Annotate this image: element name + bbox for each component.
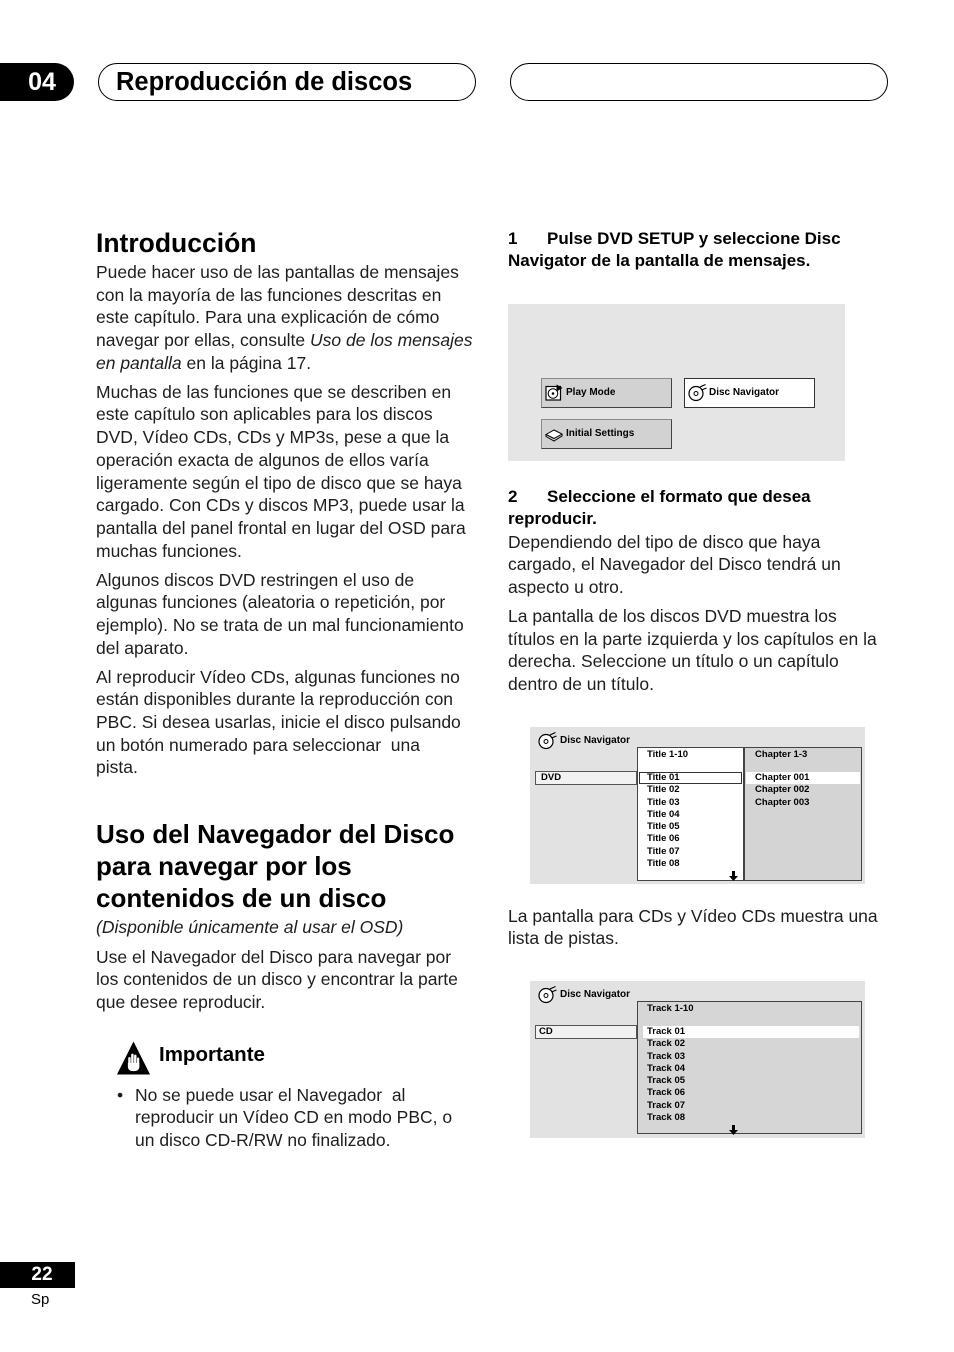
step-number: 1 xyxy=(508,228,518,248)
disc-navigator-menu-button xyxy=(684,378,815,408)
text-line: Navigator de la pantalla de mensajes. xyxy=(508,251,811,271)
chapter-item: Chapter 002 xyxy=(755,784,810,796)
titles-column xyxy=(637,747,744,881)
intro-body xyxy=(96,261,486,785)
step-2-paragraph-2 xyxy=(508,605,928,696)
intro-paragraph-3 xyxy=(96,569,486,660)
availability-note: (Disponible únicamente al usar el OSD) xyxy=(96,916,404,937)
setup-menu-screen xyxy=(508,304,845,461)
track-item: Track 03 xyxy=(647,1050,686,1062)
chapter-number-tab: 04 xyxy=(0,63,74,101)
intro-heading: Introducción xyxy=(96,228,257,258)
language-code: Sp xyxy=(31,1291,50,1308)
scroll-down-arrow-icon xyxy=(729,868,738,878)
title-item: Title 08 xyxy=(647,858,680,870)
titles-list xyxy=(638,772,743,870)
disc-navigator-icon xyxy=(537,985,557,1005)
text-segment: navegar por ellas, consulte xyxy=(96,330,311,351)
important-note xyxy=(135,1084,495,1152)
text-line: Uso del Navegador del Disco xyxy=(96,819,455,849)
title-item: Title 03 xyxy=(647,796,680,808)
track-item: Track 07 xyxy=(647,1099,686,1111)
step-2-paragraph-1 xyxy=(508,531,928,599)
text-line: Use el Navegador del Disco para navegar por xyxy=(96,946,452,967)
disc-navigator-icon xyxy=(687,383,707,403)
text-line: Muchas de las funciones que se describen en xyxy=(96,381,452,402)
text-line: PBC. Si desea usarlas, inicie el disco pulsando xyxy=(96,711,461,732)
text-line xyxy=(96,352,486,375)
text-line: contenidos de un disco xyxy=(96,883,387,913)
chapters-list xyxy=(745,772,861,809)
track-item: Track 02 xyxy=(647,1038,686,1050)
text-line: Seleccione el formato que desea xyxy=(547,486,811,506)
title-item: Title 07 xyxy=(647,845,680,857)
step-2-body xyxy=(508,531,928,702)
title-item: Title 06 xyxy=(647,833,680,845)
chapter-title-frame xyxy=(98,63,476,101)
text-line: títulos en la parte izquierda y los capítulos en la xyxy=(508,628,877,649)
dvd-navigator-screen xyxy=(530,727,865,884)
text-line xyxy=(96,329,486,352)
text-line: lista de pistas. xyxy=(508,928,619,949)
text-line: este capítulo son aplicables para los discos xyxy=(96,404,433,425)
text-line: Dependiendo del tipo de disco que haya xyxy=(508,531,821,552)
titles-header: Title 1-10 xyxy=(647,749,689,760)
initial-settings-icon xyxy=(544,424,564,444)
text-line: cargado. Con CDs y discos MP3, puede usar la xyxy=(96,495,465,516)
bullet-marker: • xyxy=(117,1084,124,1105)
text-line: ejemplo). No se trata de un mal funcionamiento xyxy=(96,614,464,635)
text-line: Al reproducir Vídeo CDs, algunas funciones no xyxy=(96,666,460,687)
text-line: pantalla del panel frontal en lugar del OSD para xyxy=(96,517,466,538)
play-mode-label: Play Mode xyxy=(566,387,616,398)
page-number: 22 xyxy=(0,1262,75,1288)
title-item: Title 02 xyxy=(647,784,680,796)
title-item: Title 01 xyxy=(639,772,742,784)
text-line: para navegar por los xyxy=(96,851,352,881)
step-text xyxy=(508,486,908,531)
title-item: Title 04 xyxy=(647,808,680,820)
text-line: algunas funciones (aleatoria o repetición, por xyxy=(96,592,446,613)
italic-text: en pantalla xyxy=(96,352,182,373)
track-item: Track 08 xyxy=(647,1112,686,1124)
text-line: los contenidos de un disco y encontrar la parte xyxy=(96,969,458,990)
warning-hand-icon xyxy=(116,1040,151,1076)
text-line: pista. xyxy=(96,757,138,778)
step-2 xyxy=(508,486,908,531)
disc-type-label: DVD xyxy=(535,771,637,785)
navigator-section-heading xyxy=(96,818,486,914)
text-line: aspecto u otro. xyxy=(508,577,624,598)
text-line: este capítulo. Para una explicación de cómo xyxy=(96,307,440,328)
important-label: Importante xyxy=(159,1043,265,1066)
cd-navigator-screen xyxy=(530,981,865,1138)
text-line: La pantalla para CDs y Vídeo CDs muestra una xyxy=(508,905,878,926)
intro-paragraph-1 xyxy=(96,261,486,375)
disc-type-label: CD xyxy=(535,1025,637,1039)
screen-title: Disc Navigator xyxy=(560,735,631,746)
track-item: Track 06 xyxy=(647,1087,686,1099)
text-line: con la mayoría de las funciones descritas en xyxy=(96,284,442,305)
chapters-column xyxy=(744,747,862,881)
tracks-header: Track 1-10 xyxy=(647,1003,694,1014)
disc-navigator-icon xyxy=(537,731,557,751)
text-line: que desee reproducir. xyxy=(96,992,266,1012)
cd-paragraph xyxy=(508,905,928,950)
chapter-item: Chapter 003 xyxy=(755,796,810,808)
text-line: dentro de un título. xyxy=(508,674,654,695)
step-number: 2 xyxy=(508,486,518,506)
tracks-column xyxy=(637,1001,862,1134)
text-line: un botón numerado para seleccionar una xyxy=(96,734,420,755)
text-line: ligeramente según el tipo de disco que se haya xyxy=(96,472,462,493)
chapter-item: Chapter 001 xyxy=(746,772,860,784)
text-line: Algunos discos DVD restringen el uso de xyxy=(96,569,415,590)
disc-navigator-label: Disc Navigator xyxy=(709,387,780,398)
track-item: Track 01 xyxy=(643,1026,859,1038)
text-line: del aparato. xyxy=(96,637,189,658)
text-line: DVD, Vídeo CDs, CDs y MP3s, pese a que la xyxy=(96,427,450,448)
text-line: Puede hacer uso de las pantallas de mensajes xyxy=(96,262,459,282)
scroll-down-arrow-icon xyxy=(729,1122,738,1132)
italic-text: Uso de los mensajes xyxy=(310,330,473,351)
track-item: Track 04 xyxy=(647,1062,686,1074)
chapters-header: Chapter 1-3 xyxy=(755,749,808,760)
text-line: Pulse DVD SETUP y seleccione Disc xyxy=(547,228,841,248)
text-line: No se puede usar el Navegador al xyxy=(135,1084,406,1105)
text-segment: en la página 17. xyxy=(181,352,312,373)
text-line: un disco CD-R/RW no finalizado. xyxy=(135,1130,391,1150)
text-line: están disponibles durante la reproducción con xyxy=(96,689,454,710)
initial-settings-menu-button xyxy=(541,419,672,449)
header-empty-frame xyxy=(510,63,888,101)
initial-settings-label: Initial Settings xyxy=(566,428,635,439)
text-line: cargado, el Navegador del Disco tendrá un xyxy=(508,554,841,575)
tracks-list xyxy=(638,1026,861,1124)
chapter-title: Reproducción de discos xyxy=(116,68,413,96)
track-item: Track 05 xyxy=(647,1075,686,1087)
play-mode-icon xyxy=(544,383,564,403)
text-line: operación exacta de algunos de ellos varía xyxy=(96,449,429,470)
text-line: La pantalla de los discos DVD muestra los xyxy=(508,605,837,626)
play-mode-menu-button xyxy=(541,378,672,408)
step-text xyxy=(508,228,908,273)
text-line: muchas funciones. xyxy=(96,540,242,561)
intro-paragraph-4 xyxy=(96,666,486,780)
text-line: reproducir un Vídeo CD en modo PBC, o xyxy=(135,1107,453,1128)
intro-paragraph-2 xyxy=(96,381,486,563)
screen-title: Disc Navigator xyxy=(560,989,631,1000)
text-line: derecha. Seleccione un título o un capítulo xyxy=(508,651,839,672)
title-item: Title 05 xyxy=(647,821,680,833)
navigator-paragraph xyxy=(96,946,486,1014)
step-1 xyxy=(508,228,908,273)
text-line: reproducir. xyxy=(508,509,597,529)
